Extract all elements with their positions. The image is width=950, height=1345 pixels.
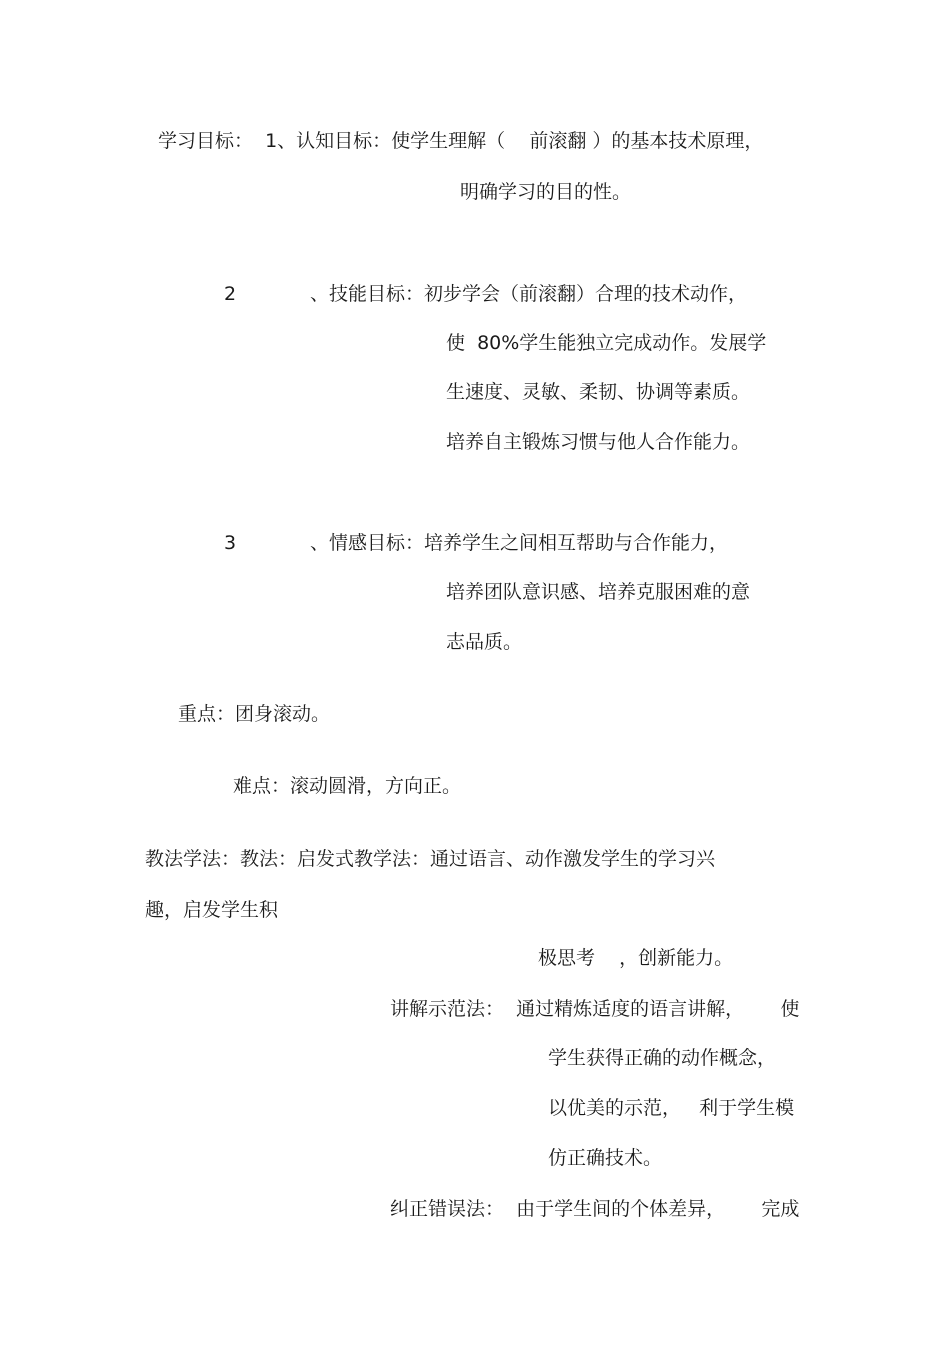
explain-method-line-4: 仿正确技术。 — [548, 1147, 663, 1169]
goal-emotion-line-2: 培养团队意识感、培养克服困难的意 — [446, 581, 751, 603]
explain-method-line-1: 讲解示范法： 通过精炼适度的语言讲解， 使 — [390, 998, 800, 1020]
goal-emotion-line-3: 志品质。 — [446, 631, 523, 653]
goal-skill-line-3: 生速度、灵敏、柔韧、协调等素质。 — [446, 381, 751, 403]
key-point: 重点：团身滚动。 — [178, 703, 331, 725]
goal-emotion-number: 3 — [224, 532, 237, 554]
goal-cognitive-line-2: 明确学习的目的性。 — [460, 181, 632, 203]
correct-method-line-1: 纠正错误法： 由于学生间的个体差异， 完成 — [390, 1198, 800, 1220]
difficulty: 难点：滚动圆滑，方向正。 — [233, 775, 462, 797]
methods-line-1: 教法学法：教法：启发式教学法：通过语言、动作激发学生的学习兴 — [145, 848, 716, 870]
goal-skill-number: 2 — [224, 283, 237, 305]
goal-skill-line-4: 培养自主锻炼习惯与他人合作能力。 — [446, 431, 751, 453]
goal-emotion-line-1: 、情感目标：培养学生之间相互帮助与合作能力， — [310, 532, 729, 554]
goal-skill-line-2: 使 80%学生能独立完成动作。发展学 — [446, 332, 767, 354]
goal-cognitive-line-1: 学习目标： 1、认知目标：使学生理解（ 前滚翻 ）的基本技术原理， — [158, 130, 764, 152]
explain-method-line-2: 学生获得正确的动作概念， — [548, 1047, 777, 1069]
methods-line-2: 趣，启发学生积 — [145, 899, 279, 921]
methods-line-3: 极思考 ，创新能力。 — [538, 947, 734, 969]
goal-skill-line-1: 、技能目标：初步学会（前滚翻）合理的技术动作， — [310, 283, 748, 305]
explain-method-line-3: 以优美的示范， 利于学生模 — [548, 1097, 795, 1119]
